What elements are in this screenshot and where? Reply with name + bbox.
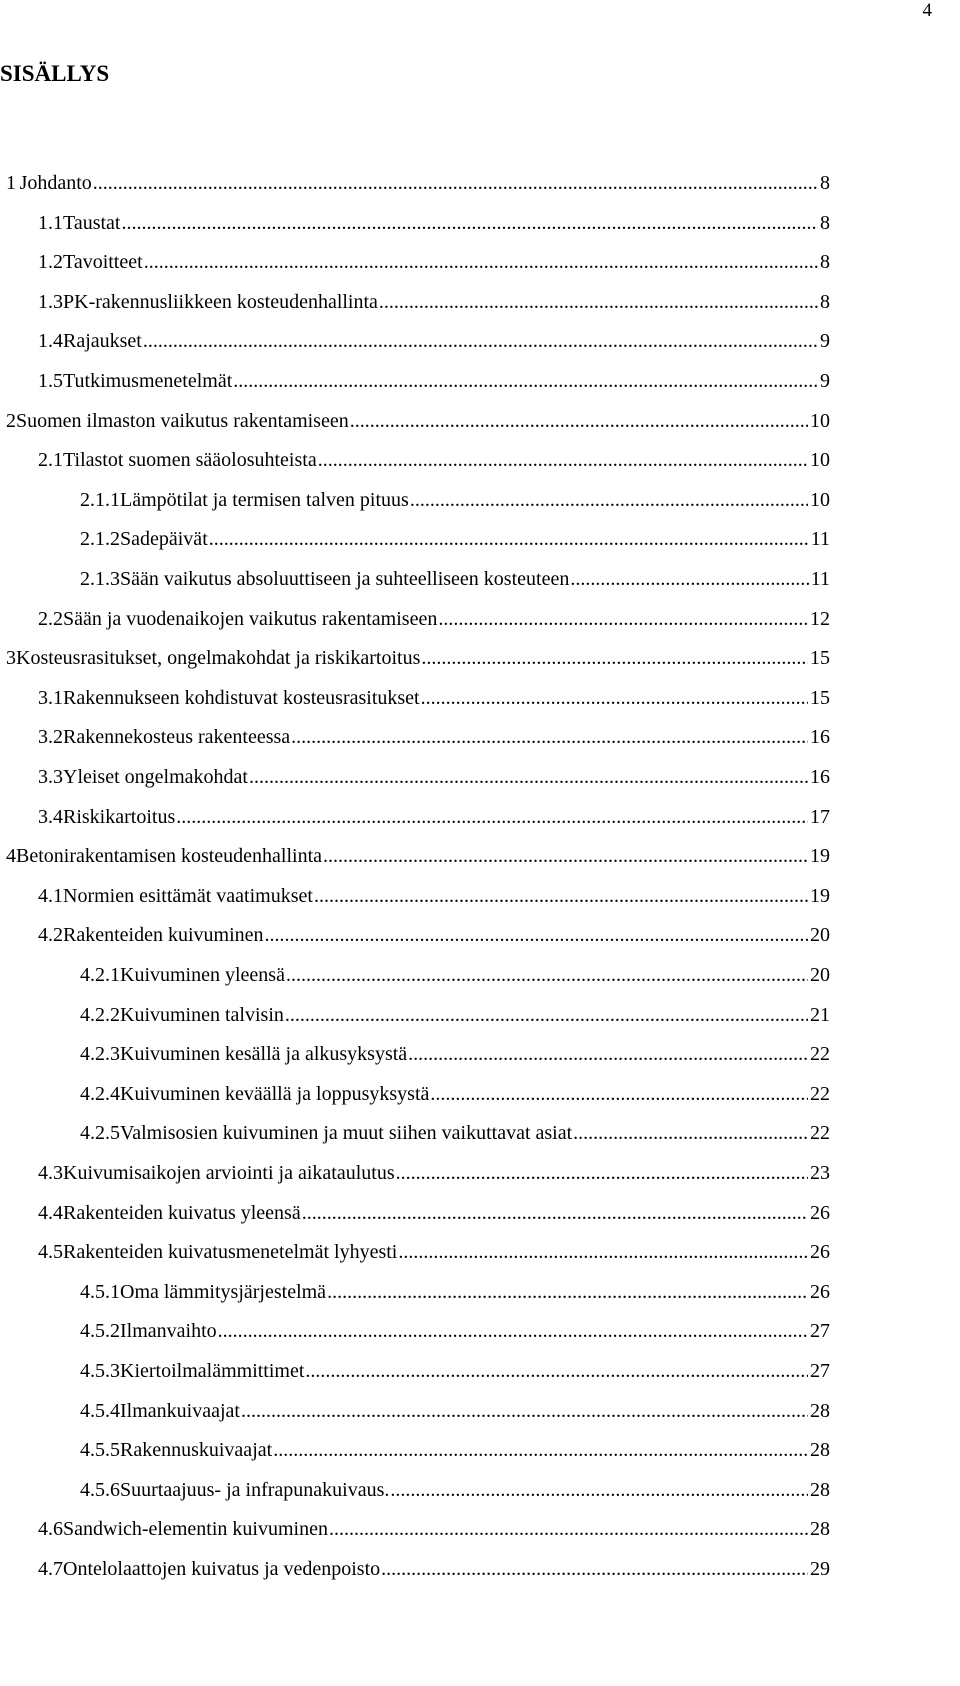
- dot-leader: [285, 1003, 808, 1027]
- toc-entry-number: 4.2.3: [80, 1043, 120, 1066]
- toc-entry-page: 26: [810, 1280, 830, 1303]
- toc-entry-page: 15: [810, 647, 830, 670]
- toc-entry-page: 12: [810, 607, 830, 630]
- toc-entry-number: 2.1.1: [80, 488, 120, 511]
- toc-entry-number: 3.3: [38, 766, 63, 788]
- dot-leader: [421, 686, 808, 710]
- toc-entry-page: 9: [820, 370, 830, 392]
- toc-entry-label: Taustat: [63, 211, 121, 234]
- toc-entry[interactable]: [6, 409, 830, 451]
- toc-entry-page: 10: [810, 488, 830, 511]
- toc-entry-number: 2.1: [38, 449, 63, 472]
- toc-entry-label: Rakenteiden kuivuminen: [63, 924, 264, 947]
- dot-leader: [286, 963, 808, 987]
- toc-entry-number: 4.7: [38, 1558, 63, 1580]
- toc-entry[interactable]: [6, 171, 830, 213]
- toc-entry-page: 22: [810, 1043, 830, 1066]
- dot-leader: [390, 1478, 808, 1502]
- toc-entry[interactable]: [38, 448, 830, 490]
- toc-entry-label: Sadepäivät: [120, 528, 208, 551]
- toc-entry-number: 4.5.5: [80, 1439, 120, 1462]
- dot-leader: [143, 329, 818, 353]
- toc-entry-page: 11: [810, 568, 830, 590]
- toc-entry-page: 20: [810, 964, 830, 986]
- toc-entry-label: Rakenteiden kuivatus yleensä: [63, 1201, 301, 1224]
- toc-entry-label: Kuivuminen keväällä ja loppusyksystä: [120, 1082, 430, 1105]
- toc-entry[interactable]: [38, 211, 830, 253]
- dot-leader: [121, 211, 818, 235]
- toc-entry-label: Tutkimusmenetelmät: [63, 370, 233, 392]
- toc-entry-page: 20: [810, 924, 830, 947]
- toc-entry-page: 8: [820, 290, 830, 313]
- toc-entry-page: 26: [810, 1241, 830, 1264]
- toc-entry-page: 28: [810, 1399, 830, 1422]
- toc-entry-page: 8: [820, 211, 830, 234]
- dot-leader: [318, 448, 808, 472]
- toc-entry-label: Suomen ilmaston vaikutus rakentamiseen: [16, 409, 349, 432]
- toc-entry-page: 9: [820, 330, 830, 353]
- dot-leader: [273, 1438, 808, 1462]
- toc-entry-number: 1.3: [38, 290, 63, 313]
- toc-entry-label: Rakenteiden kuivatusmenetelmät lyhyesti: [63, 1241, 398, 1264]
- toc-entry-number: 4.3: [38, 1162, 63, 1184]
- toc-entry[interactable]: [38, 1161, 830, 1203]
- dot-leader: [379, 290, 818, 314]
- toc-entry-number: 1: [6, 172, 16, 194]
- dot-leader: [570, 567, 808, 591]
- toc-entry-number: 4.5.6: [80, 1478, 120, 1501]
- toc-entry[interactable]: [80, 1082, 830, 1124]
- toc-entry-page: 21: [810, 1003, 830, 1026]
- toc-entry-number: 4.4: [38, 1201, 63, 1224]
- toc-entry-label: Tilastot suomen sääolosuhteista: [63, 449, 317, 472]
- toc-entry[interactable]: [80, 1121, 830, 1163]
- toc-entry[interactable]: [80, 567, 830, 609]
- toc-entry-number: 3.4: [38, 805, 63, 828]
- toc-entry[interactable]: [38, 290, 830, 332]
- toc-entry-label: Kuivuminen talvisin: [120, 1003, 284, 1026]
- dot-leader: [265, 923, 808, 947]
- toc-entry-number: 4.5: [38, 1241, 63, 1264]
- toc-entry-page: 10: [810, 409, 830, 432]
- toc-entry-label: PK-rakennusliikkeen kosteudenhallinta: [63, 290, 378, 313]
- toc-entry[interactable]: [38, 1517, 830, 1559]
- toc-entry-label: Yleiset ongelmakohdat: [63, 766, 248, 788]
- toc-entry[interactable]: [80, 1003, 830, 1045]
- dot-leader: [305, 1359, 808, 1383]
- dot-leader: [396, 1161, 808, 1185]
- toc-entry-label: Kuivuminen yleensä: [120, 964, 285, 986]
- toc-entry-label: Rakennukseen kohdistuvat kosteusrasitukset: [63, 686, 420, 709]
- toc-entry[interactable]: [80, 1319, 830, 1361]
- toc-entry-number: 4.5.2: [80, 1320, 120, 1343]
- toc-entry-number: 4.6: [38, 1518, 63, 1541]
- toc-entry-number: 2: [6, 409, 16, 432]
- toc-entry-page: 27: [810, 1320, 830, 1343]
- dot-leader: [329, 1517, 808, 1541]
- toc-entry-page: 28: [810, 1478, 830, 1501]
- toc-entry-page: 10: [810, 449, 830, 472]
- toc-entry-label: Betonirakentamisen kosteudenhallinta: [16, 845, 323, 868]
- toc-entry-label: Kiertoilmalämmittimet: [120, 1360, 305, 1382]
- toc-entry-number: 1.5: [38, 370, 63, 392]
- toc-entry-number: 4: [6, 845, 16, 868]
- toc-entry[interactable]: [38, 369, 830, 411]
- toc-entry-number: 2.1.2: [80, 528, 120, 551]
- toc-entry-label: Sään vaikutus absoluuttiseen ja suhteelliseen kosteuteen: [120, 568, 570, 590]
- toc-entry-number: 3.1: [38, 686, 63, 709]
- toc-entry-page: 29: [810, 1558, 830, 1580]
- toc-entry[interactable]: [38, 765, 830, 807]
- toc-entry[interactable]: [38, 884, 830, 926]
- toc-entry-page: 17: [810, 805, 830, 828]
- toc-entry[interactable]: [38, 250, 830, 292]
- toc-entry-label: Ontelolaattojen kuivatus ja vedenpoisto: [63, 1558, 381, 1580]
- dot-leader: [327, 1280, 808, 1304]
- dot-leader: [408, 1042, 808, 1066]
- dot-leader: [249, 765, 808, 789]
- toc-entry-number: 4.2.1: [80, 964, 120, 986]
- toc-entry-label: Tavoitteet: [63, 251, 143, 274]
- dot-leader: [410, 488, 808, 512]
- toc-entry-label: Rakennuskuivaajat: [120, 1439, 273, 1462]
- toc-entry-page: 27: [810, 1360, 830, 1382]
- toc-entry-number: 4.2.5: [80, 1122, 120, 1145]
- toc-entry-label: Sandwich-elementin kuivuminen: [63, 1518, 328, 1541]
- dot-leader: [323, 844, 808, 868]
- dot-leader: [314, 884, 808, 908]
- toc-entry[interactable]: [80, 1399, 830, 1441]
- toc-entry-number: 1.1: [38, 211, 63, 234]
- toc-entry[interactable]: [38, 1201, 830, 1243]
- toc-entry-label: Riskikartoitus: [63, 805, 176, 828]
- toc-entry-number: 4.5.1: [80, 1280, 120, 1303]
- toc-entry[interactable]: [38, 607, 830, 649]
- toc-entry-number: 3.2: [38, 726, 63, 749]
- toc-entry-page: 22: [810, 1082, 830, 1105]
- toc-entry[interactable]: [6, 844, 830, 886]
- toc-entry[interactable]: [38, 686, 830, 728]
- dot-leader: [291, 725, 808, 749]
- toc-entry-label: Valmisosien kuivuminen ja muut siihen vaikuttavat asiat: [120, 1122, 573, 1145]
- toc-entry-page: 23: [810, 1162, 830, 1184]
- toc-entry-page: 16: [810, 726, 830, 749]
- toc-entry[interactable]: [80, 1478, 830, 1520]
- page-title: SISÄLLYS: [0, 61, 110, 86]
- dot-leader: [438, 607, 808, 631]
- toc-entry-number: 4.2.4: [80, 1082, 120, 1105]
- toc-entry-number: 1.2: [38, 251, 63, 274]
- toc-entry-page: 11: [810, 528, 830, 551]
- toc-entry-number: 4.2.2: [80, 1003, 120, 1026]
- toc-entry-number: 2.2: [38, 607, 63, 630]
- toc-entry[interactable]: [6, 646, 830, 688]
- dot-leader: [93, 171, 818, 195]
- toc-entry[interactable]: [80, 488, 830, 530]
- toc-entry-page: 8: [820, 251, 830, 274]
- toc-entry-label: Kuivuminen kesällä ja alkusyksystä: [120, 1043, 408, 1066]
- toc-entry[interactable]: [38, 329, 830, 371]
- toc-entry-label: Johdanto: [19, 172, 92, 194]
- toc-entry-number: 4.5.4: [80, 1399, 120, 1422]
- toc-entry-number: 2.1.3: [80, 568, 120, 590]
- dot-leader: [421, 646, 808, 670]
- toc-entry-label: Kosteusrasitukset, ongelmakohdat ja riskikartoitus: [16, 647, 421, 670]
- toc-entry-label: Ilmankuivaajat: [120, 1399, 240, 1422]
- toc-entry-label: Suurtaajuus- ja infrapunakuivaus.: [120, 1478, 390, 1501]
- toc-entry-label: Rakennekosteus rakenteessa: [63, 726, 291, 749]
- dot-leader: [398, 1240, 808, 1264]
- toc-entry[interactable]: [38, 1557, 830, 1599]
- toc-entry-number: 4.1: [38, 884, 63, 907]
- toc-entry-number: 4.5.3: [80, 1360, 120, 1382]
- toc-entry-page: 28: [810, 1518, 830, 1541]
- toc-entry-label: Rajaukset: [63, 330, 142, 353]
- toc-entry-label: Lämpötilat ja termisen talven pituus: [120, 488, 409, 511]
- page-number: 4: [922, 0, 932, 21]
- toc-entry[interactable]: [80, 963, 830, 1005]
- toc-entry-label: Kuivumisaikojen arviointi ja aikataulutus: [63, 1162, 395, 1184]
- dot-leader: [218, 1319, 808, 1343]
- toc-entry[interactable]: [38, 923, 830, 965]
- toc-entry-page: 15: [810, 686, 830, 709]
- toc-entry[interactable]: [38, 1240, 830, 1282]
- toc-entry-label: Oma lämmitysjärjestelmä: [120, 1280, 327, 1303]
- toc-entry[interactable]: [80, 1280, 830, 1322]
- toc-entry[interactable]: [80, 1438, 830, 1480]
- dot-leader: [350, 409, 808, 433]
- toc-entry-label: Normien esittämät vaatimukset: [63, 884, 313, 907]
- dot-leader: [430, 1082, 808, 1106]
- toc-entry-page: 8: [820, 172, 830, 194]
- dot-leader: [209, 527, 809, 551]
- dot-leader: [241, 1399, 808, 1423]
- toc-entry-page: 26: [810, 1201, 830, 1224]
- toc-entry[interactable]: [38, 725, 830, 767]
- dot-leader: [144, 250, 818, 274]
- toc-entry-label: Sään ja vuodenaikojen vaikutus rakentamiseen: [63, 607, 438, 630]
- dot-leader: [573, 1121, 808, 1145]
- dot-leader: [302, 1201, 808, 1225]
- toc-entry-page: 16: [810, 766, 830, 788]
- toc-entry[interactable]: [80, 1359, 830, 1401]
- toc-entry-page: 22: [810, 1122, 830, 1145]
- toc-entry-page: 19: [810, 845, 830, 868]
- dot-leader: [233, 369, 818, 393]
- dot-leader: [176, 805, 808, 829]
- toc-entry-label: Ilmanvaihto: [120, 1320, 217, 1343]
- toc-entry-number: 4.2: [38, 924, 63, 947]
- toc-entry[interactable]: [80, 1042, 830, 1084]
- dot-leader: [381, 1557, 808, 1581]
- toc-entry-number: 3: [6, 647, 16, 670]
- toc-entry-number: 1.4: [38, 330, 63, 353]
- toc-entry[interactable]: [80, 527, 830, 569]
- toc-entry[interactable]: [38, 805, 830, 847]
- toc-entry-page: 28: [810, 1439, 830, 1462]
- toc-entry-page: 19: [810, 884, 830, 907]
